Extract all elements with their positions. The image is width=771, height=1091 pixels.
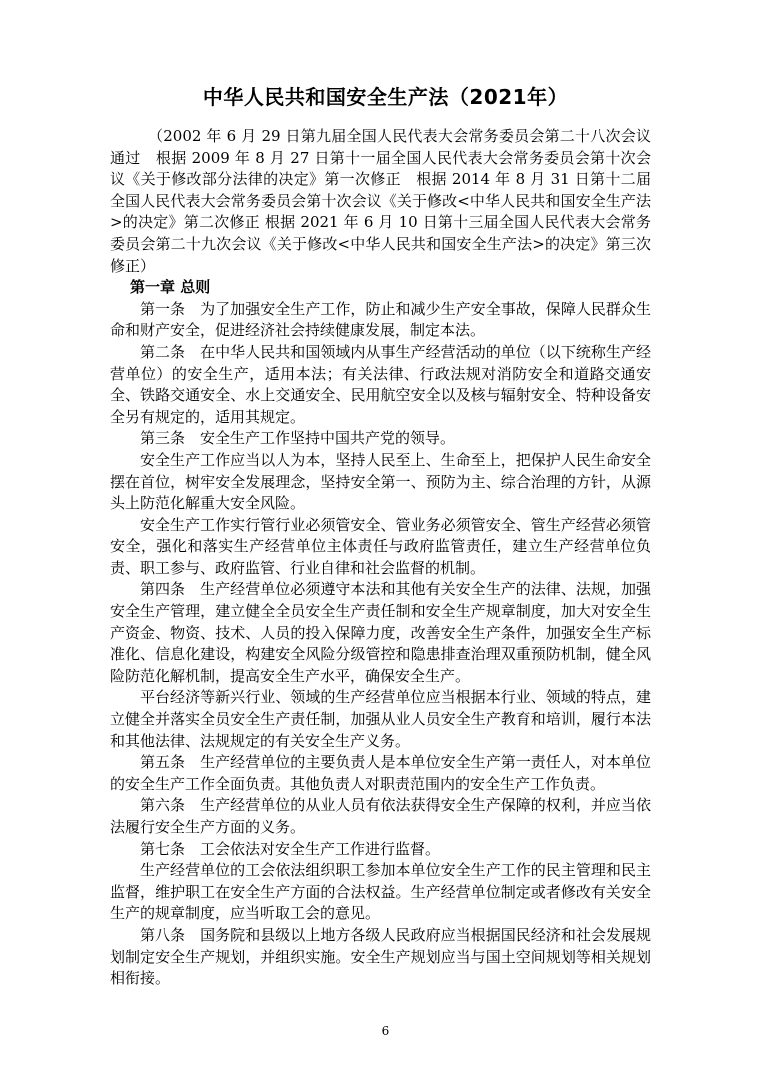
article-paragraph: 第一条 为了加强安全生产工作，防止和减少生产安全事故，保障人民群众生命和财产安全，促进经济社会持续健康发展，制定本法。: [110, 299, 651, 340]
article-paragraph: 第八条 国务院和县级以上地方各级人民政府应当根据国民经济和社会发展规划制定安全生产规划，并组织实施。安全生产规划应当与国土空间规划等相关规划相衔接。: [110, 925, 651, 988]
article-paragraph: 第六条 生产经营单位的从业人员有依法获得安全生产保障的权利，并应当依法履行安全生产方面的义务。: [110, 796, 651, 836]
article-paragraph: 安全生产工作应当以人为本，坚持人民至上、生命至上，把保护人民生命安全摆在首位，树牢安全发展理念，坚持安全第一、预防为主、综合治理的方针，从源头上防范化解重大安全风险。: [110, 450, 651, 513]
article-paragraph: 第五条 生产经营单位的主要负责人是本单位安全生产第一责任人，对本单位的安全生产工作全面负责。其他负责人对职责范围内的安全生产工作负责。: [110, 753, 651, 793]
article-paragraph: 第四条 生产经营单位必须遵守本法和其他有关安全生产的法律、法规，加强安全生产管理，建立健全全员安全生产责任制和安全生产规章制度，加大对安全生产资金、物资、技术、人员的投入保障力度，改善安全生产条件，加强安全生产标准化、信息化建设，构建安全风险分级管控和隐患排查治理双重预防机制，健全风险防范化解机制，提高安全生产水平，确保安全生产。: [110, 580, 651, 685]
article-paragraph: 生产经营单位的工会依法组织职工参加本单位安全生产工作的民主管理和民主监督，维护职工在安全生产方面的合法权益。生产经营单位制定或者修改有关安全生产的规章制度，应当听取工会的意见。: [110, 861, 651, 923]
page-number: 6: [381, 1024, 390, 1038]
document-title: 中华人民共和国安全生产法（2021年）: [202, 85, 569, 109]
article-paragraph: 第三条 安全生产工作坚持中国共产党的领导。: [140, 429, 456, 448]
article-paragraph: 平台经济等新兴行业、领域的生产经营单位应当根据本行业、领域的特点，建立健全并落实全员安全生产责任制，加强从业人员安全生产教育和培训，履行本法和其他法律、法规规定的有关安全生产义务。: [110, 688, 651, 750]
source-note: （2002 年 6 月 29 日第九届全国人民代表大会常务委员会第二十八次会议通过 根据 2009 年 8 月 27 日第十一届全国人民代表大会常务委员会第十次会议《关于修改部分法律的决定》第一次修正 根据 2014 年 8 月 31 日第十二届全国人民代表大会常务委员会第十次会议《关于修改<中华人民共和国安全生产法>的决定》第二次修正 根据 2021 年 6 月 10 日第十三届全国人民代表大会常务委员会第二十九次会议《关于修改<中华人民共和国安全生产法>的决定》第三次修正）: [110, 127, 651, 275]
chapter-heading: 第一章 总则: [130, 278, 211, 297]
document-body: [110, 126, 651, 990]
article-paragraph: 安全生产工作实行管行业必须管安全、管业务必须管安全、管生产经营必须管安全，强化和落实生产经营单位主体责任与政府监管责任，建立生产经营单位负责、职工参与、政府监管、行业自律和社会监督的机制。: [110, 515, 651, 577]
article-paragraph: 第二条 在中华人民共和国领域内从事生产经营活动的单位（以下统称生产经营单位）的安全生产，适用本法；有关法律、行政法规对消防安全和道路交通安全、铁路交通安全、水上交通安全、民用航空安全以及核与辐射安全、特种设备安全另有规定的，适用其规定。: [110, 342, 651, 426]
article-paragraph: 第七条 工会依法对安全生产工作进行监督。: [140, 839, 441, 858]
